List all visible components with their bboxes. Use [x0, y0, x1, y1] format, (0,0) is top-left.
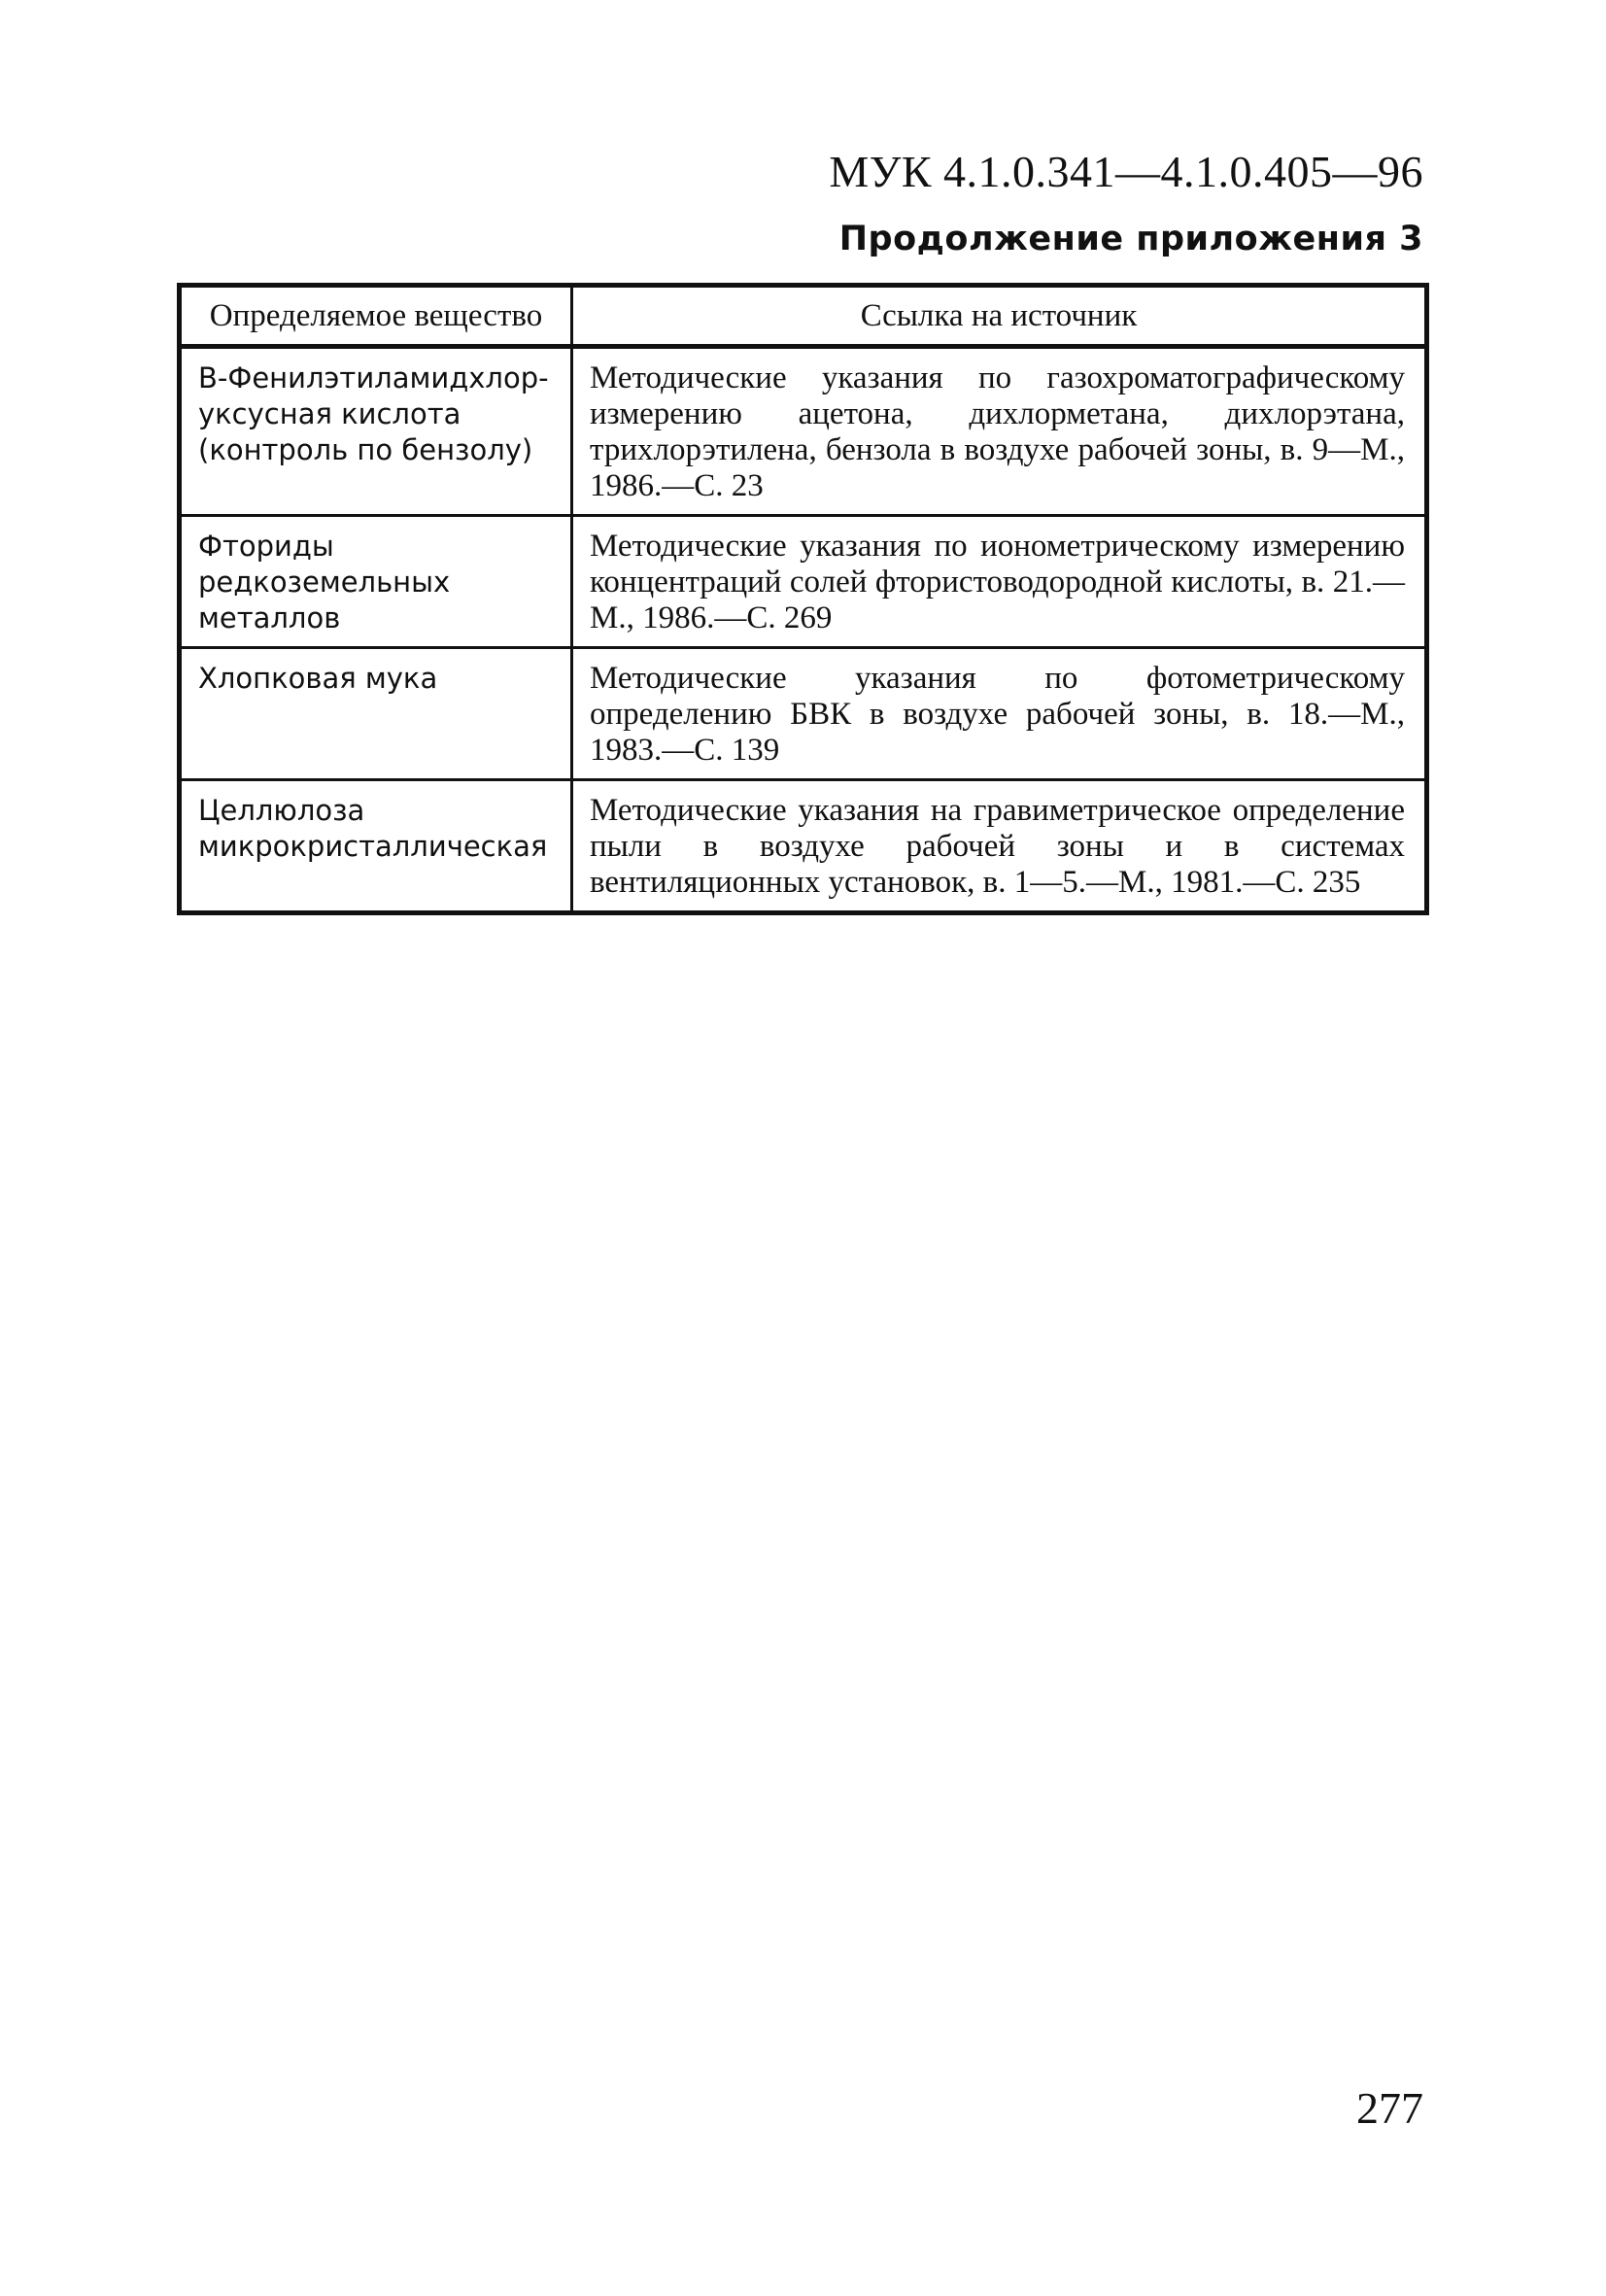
- appendix-caption: Продолжение приложения 3: [838, 220, 1423, 258]
- table-row: [180, 516, 1427, 648]
- cell-source: Методические указания по газохроматографическому измерению ацетона, дихлорметана, дихлорэтана, трихлорэтилена, бензола в воздухе рабочей зоны, в. 9—М., 1986.—С. 23: [572, 347, 1427, 516]
- column-header-source: Ссылка на источник: [572, 286, 1427, 347]
- page-number: 277: [1356, 2083, 1423, 2133]
- cell-substance: Целлюлоза микрокристаллическая: [180, 780, 572, 913]
- cell-source: Методические указания на гравиметрическое определение пыли в воздухе рабочей зоны и в системах вентиляционных установок, в. 1—5.—М., 1981.—С. 235: [572, 780, 1427, 913]
- table-row: [180, 648, 1427, 780]
- cell-source: Методические указания по ионометрическому измерению концентраций солей фтористоводородной кислоты, в. 21.—М., 1986.—С. 269: [572, 516, 1427, 648]
- column-header-substance: Определяемое вещество: [180, 286, 572, 347]
- cell-source: Методические указания по фотометрическому определению БВК в воздухе рабочей зоны, в. 18.—М., 1983.—С. 139: [572, 648, 1427, 780]
- document-code: МУК 4.1.0.341—4.1.0.405—96: [829, 147, 1423, 196]
- table-row: [180, 780, 1427, 913]
- table-header-row: [180, 286, 1427, 347]
- cell-substance: В-Фенилэтиламидхлор-уксусная кислота (контроль по бензолу): [180, 347, 572, 516]
- cell-substance: Хлопковая мука: [180, 648, 572, 780]
- reference-table: [177, 283, 1429, 915]
- cell-substance: Фториды редкоземельных металлов: [180, 516, 572, 648]
- table-row: [180, 347, 1427, 516]
